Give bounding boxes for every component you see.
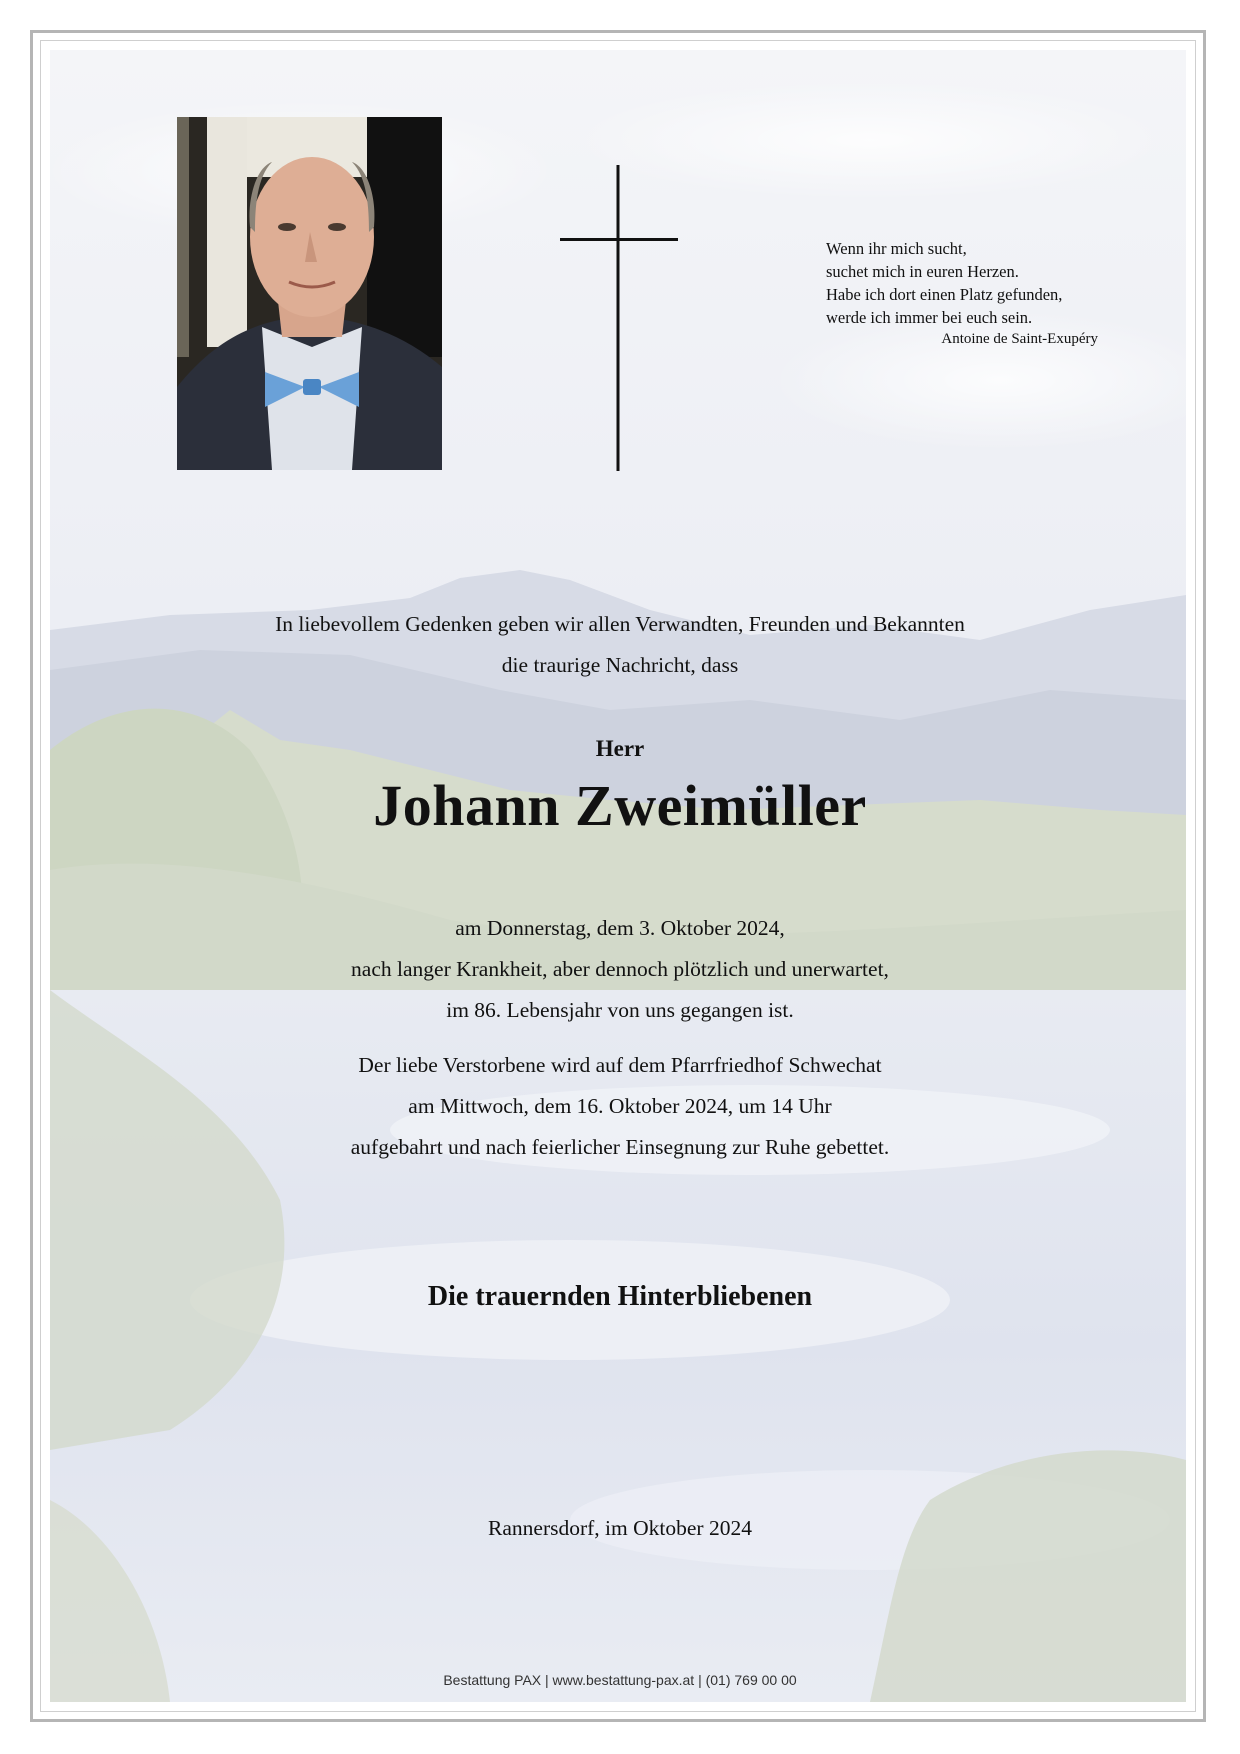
quote-line: Habe ich dort einen Platz gefunden, xyxy=(826,285,1063,304)
burial-line: Der liebe Verstorbene wird auf dem Pfarrfriedhof Schwechat xyxy=(358,1053,882,1077)
memorial-quote xyxy=(826,237,1098,349)
portrait-photo xyxy=(177,117,442,470)
burial-details xyxy=(90,1045,1150,1168)
intro-line: In liebevollem Gedenken geben wir allen Verwandten, Freunden und Bekannten xyxy=(275,612,965,636)
funeral-home-footer: Bestattung PAX | www.bestattung-pax.at | (01) 769 00 00 xyxy=(443,1672,797,1688)
quote-author: Antoine de Saint-Exupéry xyxy=(941,331,1098,347)
burial-line: am Mittwoch, dem 16. Oktober 2024, um 14 Uhr xyxy=(408,1094,832,1118)
intro-text xyxy=(90,604,1150,686)
quote-line: suchet mich in euren Herzen. xyxy=(826,262,1019,281)
cross-symbol xyxy=(560,165,678,471)
salutation: Herr xyxy=(595,736,645,761)
death-details xyxy=(90,908,1150,1031)
place-date: Rannersdorf, im Oktober 2024 xyxy=(488,1516,752,1540)
quote-line: Wenn ihr mich sucht, xyxy=(826,239,967,258)
deceased-name: Johann Zweimüller xyxy=(373,773,867,838)
quote-line: werde ich immer bei euch sein. xyxy=(826,308,1033,327)
details-line: am Donnerstag, dem 3. Oktober 2024, xyxy=(455,916,785,940)
intro-line: die traurige Nachricht, dass xyxy=(501,653,739,677)
details-line: im 86. Lebensjahr von uns gegangen ist. xyxy=(446,998,794,1022)
burial-line: aufgebahrt und nach feierlicher Einsegnung zur Ruhe gebettet. xyxy=(350,1135,890,1159)
details-line: nach langer Krankheit, aber dennoch plötzlich und unerwartet, xyxy=(351,957,889,981)
mourners-signature: Die trauernden Hinterbliebenen xyxy=(427,1281,813,1312)
